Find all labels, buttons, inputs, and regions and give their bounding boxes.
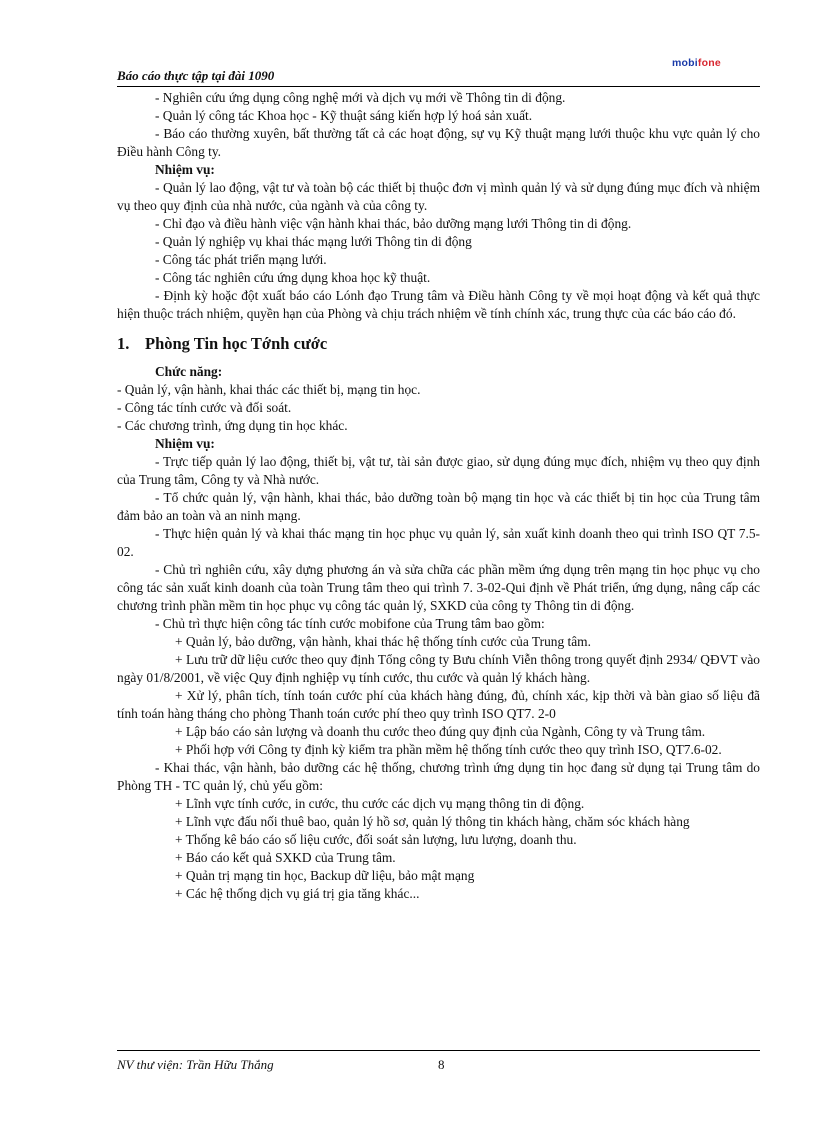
logo-main: mobi [672,57,698,69]
nhiem-vu-heading: Nhiệm vụ: [155,436,215,451]
khai-thac-item: - Khai thác, vận hành, bảo dưỡng các hệ thống, chương trình ứng dụng tin học đang sử dụng tại Trung tâm do Phòng TH - TC quản lý, chủ yếu gồm: [117,760,760,793]
intro-item: - Quản lý công tác Khoa học - Kỹ thuật sáng kiến hợp lý hoá sản xuất. [155,108,533,123]
intro-item: - Nghiên cứu ứng dụng công nghệ mới và dịch vụ mới về Thông tin di động. [155,90,566,105]
nhiem-vu-item: - Chủ trì nghiên cứu, xây dựng phương án và sửa chữa các phần mềm ứng dụng trên mạng tin học phục vụ cho công tác sản xuất kinh doanh của toàn Trung tâm theo qui trình 7. 3-02-Qui định về Phát triển, ứng dụng, nâng cấp các chương trình phần mềm tin học phục vụ công tác quản lý, SXKD của công ty Thông tin di động. [117,562,760,613]
chuc-nang-item: - Công tác tính cước và đối soát. [117,400,292,415]
plus-item: + Xử lý, phân tích, tính toán cước phí của khách hàng đúng, đủ, chính xác, kịp thời và bàn giao số liệu đã tính toán hàng tháng cho phòng Thanh toán cước phí theo quy trình ISO QT7. 2-0 [117,688,760,721]
plus-item: + Báo cáo kết quả SXKD của Trung tâm. [175,850,396,865]
logo-accent: fone [697,57,721,69]
plus-item: + Lập báo cáo sản lượng và doanh thu cước theo đúng quy định của Ngành, Công ty và Trung tâm. [175,724,706,739]
plus-item: + Phối hợp với Công ty định kỳ kiểm tra phần mềm hệ thống tính cước theo quy trình ISO, QT7.6-02. [175,742,722,757]
plus-item: + Lĩnh vực tính cước, in cước, thu cước các dịch vụ mạng thông tin di động. [175,796,585,811]
footer-author: NV thư viện: Trần Hữu Thắng [117,1057,274,1072]
chuc-nang-item: - Quản lý, vận hành, khai thác các thiết bị, mạng tin học. [117,382,421,397]
chuc-nang-item: - Các chương trình, ứng dụng tin học khác. [117,418,348,433]
chuc-nang-heading: Chức năng: [155,364,223,379]
section-title: Phòng Tin học Tớnh cước [145,334,328,353]
page-body [117,89,760,903]
nhiem-vu-item: - Định kỳ hoặc đột xuất báo cáo Lónh đạo Trung tâm và Điều hành Công ty về mọi hoạt động và kết quả thực hiện thuộc trách nhiệm, quyền hạn của Phòng và chịu trách nhiệm về tính chính xác, trung thực của các báo cáo đó. [117,288,760,321]
nhiem-vu-item: - Quản lý nghiệp vụ khai thác mạng lưới Thông tin di động [155,234,472,249]
plus-item: + Các hệ thống dịch vụ giá trị gia tăng khác... [175,886,420,901]
header-title: Báo cáo thực tập tại đài 1090 [117,68,275,83]
nhiem-vu-item: - Công tác phát triển mạng lưới. [155,252,327,267]
plus-item: + Quản trị mạng tin học, Backup dữ liệu, bảo mật mạng [175,868,475,883]
nhiem-vu-item: - Tổ chức quản lý, vận hành, khai thác, bảo dưỡng toàn bộ mạng tin học và các thiết bị tin học của Trung tâm đảm bảo an toàn và an ninh mạng. [117,490,760,523]
plus-item: + Quản lý, bảo dưỡng, vận hành, khai thác hệ thống tính cước của Trung tâm. [175,634,591,649]
mobifone-logo [672,57,721,69]
nhiem-vu-item: - Công tác nghiên cứu ứng dụng khoa học kỹ thuật. [155,270,431,285]
page-number: 8 [438,1057,445,1072]
header-rule [117,86,760,87]
nhiem-vu-item: - Chủ trì thực hiện công tác tính cước mobifone của Trung tâm bao gồm: [155,616,545,631]
nhiem-vu-item: - Trực tiếp quản lý lao động, thiết bị, vật tư, tài sản được giao, sử dụng đúng mục đích, nhiệm vụ theo quy định của Trung tâm, Công ty và Nhà nước. [117,454,760,487]
intro-item: - Báo cáo thường xuyên, bất thường tất cả các hoạt động, sự vụ Kỹ thuật mạng lưới thuộc khu vực quản lý cho Điều hành Công ty. [117,126,760,159]
plus-item: + Lưu trữ dữ liệu cước theo quy định Tổng công ty Bưu chính Viễn thông trong quyết định 2934/ QĐVT vào ngày 01/8/2001, về việc Quy định nghiệp vụ tính cước, thu cước và quản lý khách hàng. [117,652,760,685]
nhiem-vu-item: - Chỉ đạo và điều hành việc vận hành khai thác, bảo dưỡng mạng lưới Thông tin di động. [155,216,632,231]
plus-item: + Thống kê báo cáo số liệu cước, đối soát sản lượng, lưu lượng, doanh thu. [175,832,577,847]
nhiem-vu-item: - Thực hiện quản lý và khai thác mạng tin học phục vụ quản lý, sản xuất kinh doanh theo qui trình ISO QT 7.5-02. [117,526,760,559]
footer-rule [117,1050,760,1051]
section-number: 1. [117,334,130,353]
nhiem-vu-item: - Quản lý lao động, vật tư và toàn bộ các thiết bị thuộc đơn vị mình quản lý và sử dụng đúng mục đích và nhiệm vụ theo quy định của nhà nước, của ngành và của công ty. [117,180,760,213]
section-heading [117,333,760,355]
plus-item: + Lĩnh vực đấu nối thuê bao, quản lý hồ sơ, quản lý thông tin khách hàng, chăm sóc khách hàng [175,814,690,829]
nhiem-vu-heading: Nhiệm vụ: [155,162,215,177]
